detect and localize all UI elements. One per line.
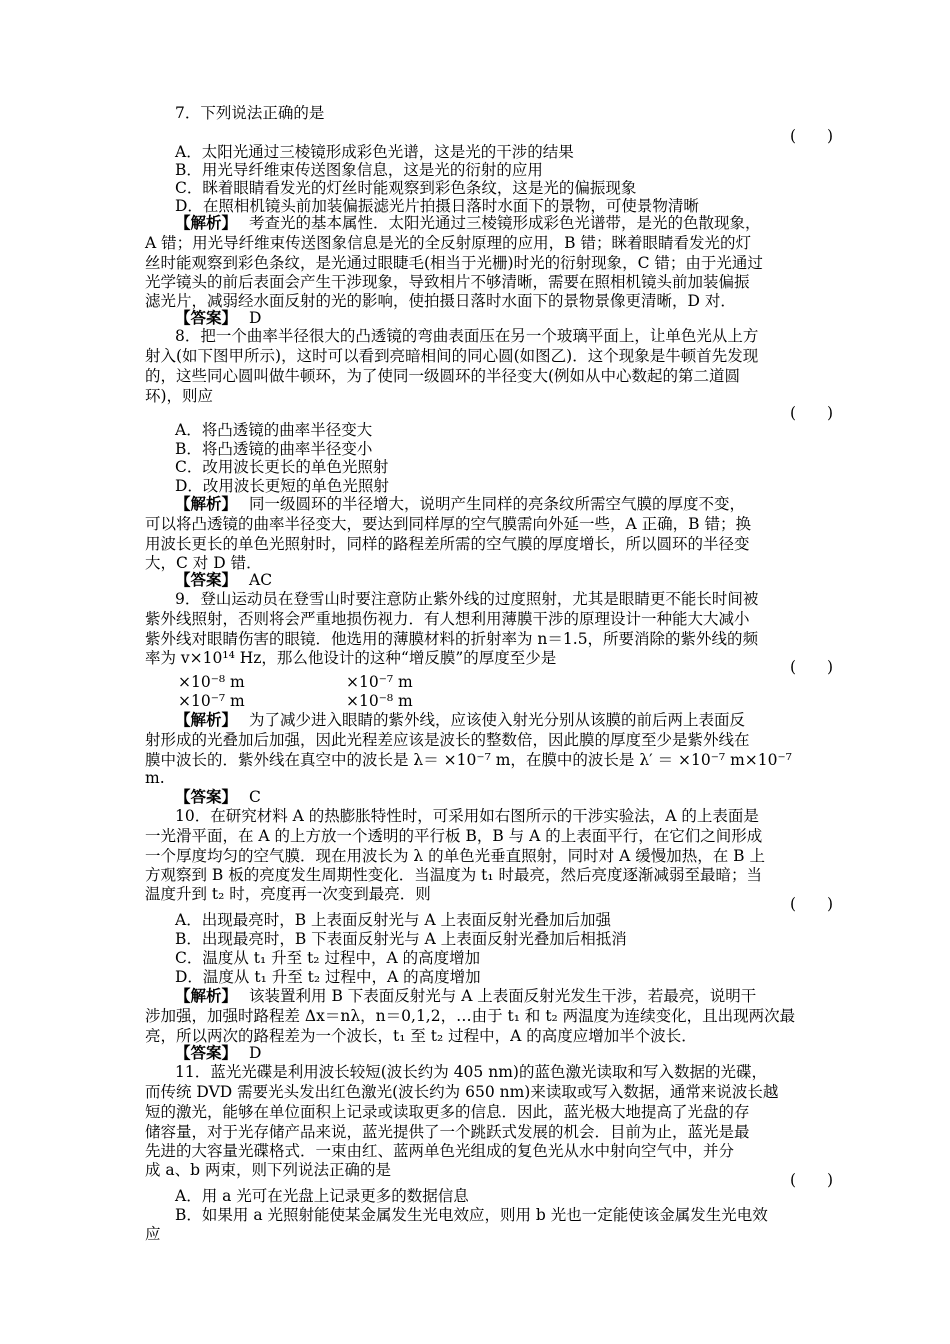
question-9-stem: 紫外线照射，否则将会严重地损伤视力．有人想利用薄膜干涉的原理设计一种能大大减小 xyxy=(145,610,750,628)
question-11-stem: 11．蓝光光碟是利用波长较短(波长约为 405 nm)的蓝色激光读取和写入数据的光碟， xyxy=(175,1063,767,1081)
question-7-option-b: B．用光导纤维束传送图象信息，这是光的衍射的应用 xyxy=(175,161,543,179)
question-7-analysis-line: 【解析】 考查光的基本属性．太阳光通过三棱镜形成彩色光谱带，是光的色散现象， xyxy=(175,213,761,232)
question-10-analysis-line: 【解析】 该装置利用 B 下表面反射光与 A 上表面反射光发生干涉，若最亮，说明干 xyxy=(175,986,757,1005)
question-9-option-a: ×10⁻⁸ m xyxy=(178,673,245,691)
question-10-analysis-line: 亮，所以两次的路程差为一个波长，t₁ 至 t₂ 过程中，A 的高度应增加半个波长． xyxy=(145,1027,697,1045)
question-7-analysis-line: 光学镜头的前后表面会产生干涉现象，导致相片不够清晰，需要在照相机镜头前加装偏振 xyxy=(145,273,750,291)
question-7-option-a: A．太阳光通过三棱镜形成彩色光谱，这是光的干涉的结果 xyxy=(175,143,574,161)
question-9-stem: 紫外线对眼睛伤害的眼镜．他选用的薄膜材料的折射率为 n＝1.5，所要消除的紫外线的频 xyxy=(145,630,759,648)
question-8-answer-bracket: ( ) xyxy=(790,404,834,422)
question-8-option-b: B．将凸透镜的曲率半径变小 xyxy=(175,440,373,458)
question-10-option-a: A．出现最亮时，B 上表面反射光与 A 上表面反射光叠加后加强 xyxy=(175,911,612,929)
question-11-stem: 短的激光，能够在单位面积上记录或读取更多的信息．因此，蓝光极大地提高了光盘的存 xyxy=(145,1103,750,1121)
analysis-label: 【解析】 xyxy=(175,213,238,232)
question-11-stem: 而传统 DVD 需要光头发出红色激光(波长约为 650 nm)来读取或写入数据，通常来说波长越 xyxy=(145,1083,779,1101)
question-10-option-b: B．出现最亮时，B 下表面反射光与 A 上表面反射光叠加后相抵消 xyxy=(175,930,627,948)
question-11-option-b-continued: 应 xyxy=(145,1225,161,1243)
question-8-answer: 【答案】 AC xyxy=(175,570,273,589)
question-7-stem: 7．下列说法正确的是 xyxy=(175,104,325,122)
answer-label: 【答案】 xyxy=(175,570,238,589)
question-9-stem: 9．登山运动员在登雪山时要注意防止紫外线的过度照射，尤其是眼睛更不能长时间被 xyxy=(175,590,759,608)
answer-label: 【答案】 xyxy=(175,308,238,327)
question-7-analysis-line: 丝时能观察到彩色条纹，是光通过眼睫毛(相当于光栅)时光的衍射现象，C 错；由于光通过 xyxy=(145,254,763,272)
answer-label: 【答案】 xyxy=(175,787,238,806)
analysis-label: 【解析】 xyxy=(175,710,238,729)
question-8-analysis-line: 大，C 对 D 错． xyxy=(145,554,262,572)
question-8-analysis-line: 【解析】 同一级圆环的半径增大，说明产生同样的亮条纹所需空气膜的厚度不变， xyxy=(175,494,746,513)
question-10-answer: 【答案】 D xyxy=(175,1043,262,1062)
question-8-analysis-line: 用波长更长的单色光照射时，同样的路程差所需的空气膜的厚度增长，所以圆环的半径变 xyxy=(145,535,750,553)
question-11-stem: 储容量，对于光存储产品来说，蓝光提供了一个跳跃式发展的机会．目前为止，蓝光是最 xyxy=(145,1123,750,1141)
question-9-option-c: ×10⁻⁷ m xyxy=(178,692,245,710)
analysis-label: 【解析】 xyxy=(175,986,238,1005)
question-7-analysis-line: A 错；用光导纤维束传送图象信息是光的全反射原理的应用，B 错；眯着眼睛看发光的灯 xyxy=(145,234,751,252)
question-7-answer-bracket: ( ) xyxy=(790,127,834,145)
question-8-stem: 射入(如下图甲所示)，这时可以看到亮暗相间的同心圆(如图乙)．这个现象是牛顿首先发现 xyxy=(145,347,759,365)
analysis-label: 【解析】 xyxy=(175,494,238,513)
question-8-option-d: D．改用波长更短的单色光照射 xyxy=(175,477,389,495)
question-11-stem: 先进的大容量光碟格式．一束由红、蓝两单色光组成的复色光从水中射向空气中，并分 xyxy=(145,1142,735,1160)
question-10-option-c: C．温度从 t₁ 升至 t₂ 过程中，A 的高度增加 xyxy=(175,949,481,967)
question-10-stem: 10．在研究材料 A 的热膨胀特性时，可采用如右图所示的干涉实验法，A 的上表面是 xyxy=(175,807,759,825)
question-9-answer: 【答案】 C xyxy=(175,787,261,806)
question-7-option-d: D．在照相机镜头前加装偏振滤光片拍摄日落时水面下的景物，可使景物清晰 xyxy=(175,197,699,215)
question-10-option-d: D．温度从 t₁ 升至 t₂ 过程中，A 的高度增加 xyxy=(175,968,481,986)
question-7-option-c: C．眯着眼睛看发光的灯丝时能观察到彩色条纹，这是光的偏振现象 xyxy=(175,179,637,197)
question-8-analysis-line: 可以将凸透镜的曲率半径变大，要达到同样厚的空气膜需向外延一些，A 正确，B 错；换 xyxy=(145,515,751,533)
question-9-option-d: ×10⁻⁸ m xyxy=(346,692,413,710)
question-11-stem: 成 a、b 两束，则下列说法正确的是 xyxy=(145,1161,392,1179)
question-8-option-a: A．将凸透镜的曲率半径变大 xyxy=(175,421,373,439)
question-9-stem: 率为 v×10¹⁴ Hz，那么他设计的这种“增反膜”的厚度至少是 xyxy=(145,649,557,667)
question-10-stem: 一光滑平面，在 A 的上方放一个透明的平行板 B，B 与 A 的上表面平行，在它们之间形成 xyxy=(145,827,763,845)
question-10-answer-bracket: ( ) xyxy=(790,895,834,913)
question-8-stem: 环)，则应 xyxy=(145,387,214,405)
question-11-option-b: B．如果用 a 光照射能使某金属发生光电效应，则用 b 光也一定能使该金属发生光电效 xyxy=(175,1206,768,1224)
question-10-stem: 方观察到 B 板的亮度发生周期性变化．当温度为 t₁ 时最亮，然后亮度逐渐减弱至最暗；当 xyxy=(145,866,763,884)
question-10-stem: 温度升到 t₂ 时，亮度再一次变到最亮．则 xyxy=(145,885,431,903)
question-9-analysis-line: 射形成的光叠加后加强，因此光程差应该是波长的整数倍，因此膜的厚度至少是紫外线在 xyxy=(145,731,750,749)
question-11-option-a: A．用 a 光可在光盘上记录更多的数据信息 xyxy=(175,1187,469,1205)
question-8-stem: 的，这些同心圆叫做牛顿环，为了使同一级圆环的半径变大(例如从中心数起的第二道圆 xyxy=(145,367,741,385)
question-9-option-b: ×10⁻⁷ m xyxy=(346,673,413,691)
question-7-answer: 【答案】 D xyxy=(175,308,262,327)
question-7-analysis-line: 滤光片，减弱经水面反射的光的影响，使拍摄日落时水面下的景物景像更清晰，D 对． xyxy=(145,292,736,310)
question-10-stem: 一个厚度均匀的空气膜．现在用波长为 λ 的单色光垂直照射，同时对 A 缓慢加热，在 B 上 xyxy=(145,847,765,865)
question-8-option-c: C．改用波长更长的单色光照射 xyxy=(175,458,389,476)
question-9-analysis-line: m. xyxy=(145,769,165,787)
question-9-analysis-line: 【解析】 为了减少进入眼睛的紫外线，应该使入射光分别从该膜的前后两上表面反 xyxy=(175,710,746,729)
answer-label: 【答案】 xyxy=(175,1043,238,1062)
question-8-stem: 8．把一个曲率半径很大的凸透镜的弯曲表面压在另一个玻璃平面上，让单色光从上方 xyxy=(175,327,759,345)
question-10-analysis-line: 涉加强，加强时路程差 Δx＝nλ，n＝0,1,2，…由于 t₁ 和 t₂ 两温度为连续变化，且出现两次最 xyxy=(145,1007,796,1025)
question-9-analysis-line: 膜中波长的．紫外线在真空中的波长是 λ＝ ×10⁻⁷ m，在膜中的波长是 λ′ ＝ ×10⁻⁷ m×10⁻⁷ xyxy=(145,751,792,769)
question-9-answer-bracket: ( ) xyxy=(790,658,834,676)
question-11-answer-bracket: ( ) xyxy=(790,1171,834,1189)
